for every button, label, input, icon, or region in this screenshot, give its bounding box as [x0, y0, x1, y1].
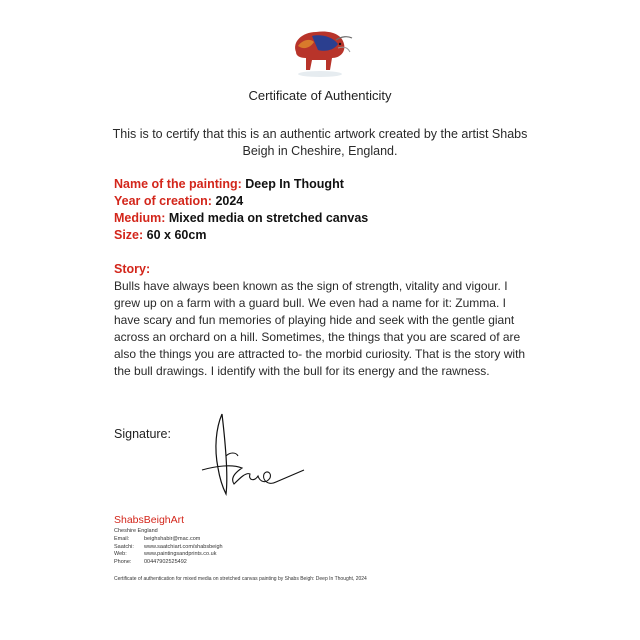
detail-row-size: [114, 227, 368, 244]
detail-label: Year of creation:: [114, 194, 212, 208]
detail-value: 2024: [215, 194, 244, 208]
detail-value: Mixed media on stretched canvas: [168, 211, 369, 225]
footer-note: Certificate of authentication for mixed media on stretched canvas painting by Shabs Beigh: Deep In Thought, 2024: [114, 576, 367, 582]
detail-label: Medium:: [114, 211, 166, 225]
contact-saatchi: [114, 544, 223, 552]
contact-web: [114, 551, 223, 559]
signature-label: Signature:: [114, 427, 171, 441]
contact-value: 00447902525492: [144, 558, 187, 565]
contact-value[interactable]: beighshabir@mac.com: [144, 536, 201, 542]
brand-name: ShabsBeighArt: [114, 514, 185, 526]
brand-address: Cheshire England: [114, 528, 158, 534]
contact-value[interactable]: www.paintingsandprints.co.uk: [144, 551, 217, 558]
detail-row-medium: [114, 210, 368, 227]
detail-row-year: [114, 193, 368, 210]
detail-label: Size:: [114, 228, 144, 242]
detail-row-name: [114, 176, 368, 193]
bull-logo-icon: [282, 22, 358, 78]
handwritten-signature: [196, 408, 306, 500]
contact-list: [114, 536, 223, 566]
contact-key: Web:: [114, 551, 127, 558]
contact-key: Phone:: [114, 558, 132, 565]
story-text: Bulls have always been known as the sign of strength, vitality and vigour. I grew up on a farm with a guard bull. We even had a name for it: Zumma. I have scary and fun memories of playing hide and seek with the gentle giant across an orchard on a hill. Sometimes, the things that you are scared of are also the things you are attracted to- the morbid curiosity. That is the story with the bull drawings. I identify with the bull for its energy and the rawness.: [114, 279, 526, 378]
contact-key: Saatchi:: [114, 543, 134, 550]
intro-text: This is to certify that this is an authentic artwork created by the artist Shabs Beigh in Cheshire, England.: [112, 127, 528, 158]
contact-value[interactable]: www.saatchiart.com/shabsbeigh: [144, 543, 223, 550]
contact-phone: [114, 559, 223, 567]
contact-key: Email:: [114, 536, 130, 542]
detail-label: Name of the painting:: [114, 177, 242, 191]
page-title: Certificate of Authenticity: [248, 88, 392, 103]
contact-email: [114, 536, 223, 544]
detail-value: Deep In Thought: [245, 177, 344, 191]
artwork-details: [114, 176, 368, 244]
detail-value: 60 x 60cm: [146, 228, 207, 242]
story-heading: Story:: [114, 262, 151, 276]
